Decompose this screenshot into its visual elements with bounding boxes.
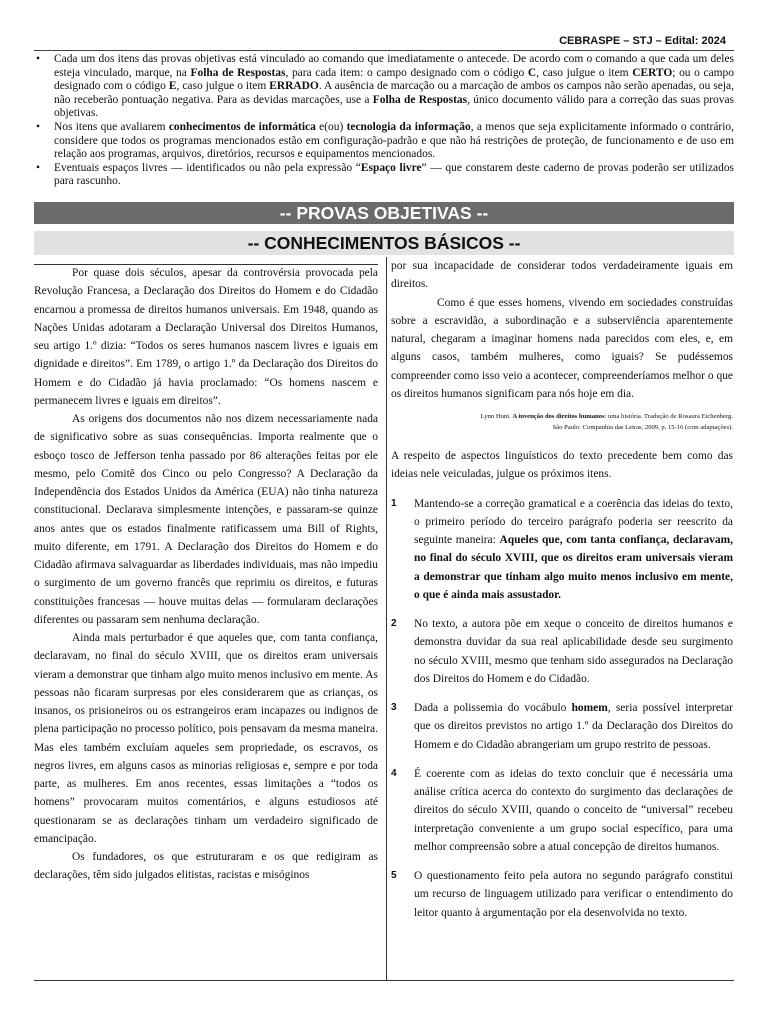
passage-paragraph: Ainda mais perturbador é que aqueles que, com tanta confiança, declaravam, no final do século XVIII, que os direitos eram universais vieram a demonstrar que tinham algo muito menos inclusivo em mente. As pessoas não ficaram surpresas por eles considerarem que as crianças, os insanos, os prisioneiros ou os estrangeiros eram incapazes ou indignos de plena participação no processo político, pois pensavam da mesma maneira. Mas eles também excluíam aqueles sem propriedade, os escravos, os negros livres, em alguns casos as minorias religiosas e, sempre e por toda parte, as mulheres. Em anos recentes, essas limitações a “todos os homens” provocaram muitos comentários, e alguns estudiosos até questionaram se as declarações tinham um verdadeiro significado de emancipação. bbox=[34, 632, 378, 845]
question-item bbox=[391, 867, 733, 922]
passage-left-column bbox=[34, 264, 378, 885]
passage-paragraph: As origens dos documentos não nos dizem necessariamente nada de significativo sobre as suas consequências. Importa realmente que o esboço tosco de Jefferson tenha passado por 86 alterações feitas por ele mesmo, pelo Comitê dos Cinco ou pelo Congresso? A Declaração da Independência dos Estados Unidos da América (EUA) não tinha natureza constitucional. Declarava simplesmente intenções, e passaram-se quinze anos antes que os estados finalmente ratificassem uma Bill of Rights, muito diferente, em 1791. A Declaração dos Direitos do Homem e do Cidadão afirmava salvaguardar as liberdades individuais, mas não impediu o surgimento de um governo francês que reprimiu os direitos, e futuras constituições francesas — houve muitas delas — formularam declarações diferentes ou passaram sem nenhuma declaração. bbox=[34, 413, 378, 626]
instructions-list bbox=[34, 53, 734, 189]
right-column bbox=[391, 257, 733, 922]
item-text: É coerente com as ideias do texto concluir que é necessária uma análise crítica acerca do contexto do surgimento das declarações de direitos do século XVIII, quando o conceito de “universal” recebeu interpretação conveniente a um grupo social específico, para uma melhor compreensão sobre a atual concepção de direitos humanos. bbox=[414, 767, 733, 853]
item-number: 5 bbox=[391, 870, 397, 881]
instruction-item bbox=[34, 162, 734, 189]
item-text: Mantendo-se a correção gramatical e a coerência das ideias do texto, o primeiro período do terceiro parágrafo poderia ser reescrito da seguinte maneira: Aqueles que, com tanta confiança, declaravam, no final do século XVIII, que os direitos eram universais vieram a demonstrar que tinham algo muito menos inclusivo em mente, o que é ainda mais assustador. bbox=[414, 497, 733, 601]
question-item bbox=[391, 615, 733, 688]
item-number: 3 bbox=[391, 702, 397, 713]
question-item bbox=[391, 765, 733, 856]
item-number: 4 bbox=[391, 767, 397, 779]
section-band-basicos: -- CONHECIMENTOS BÁSICOS -- bbox=[34, 231, 734, 255]
instruction-item bbox=[34, 53, 734, 121]
column-divider bbox=[386, 257, 387, 980]
item-text: Dada a polissemia do vocábulo homem, seria possível interpretar que os direitos previstos no artigo 1.º da Declaração dos Direitos do Homem e do Cidadão abrangeriam um grupo restrito de pessoas. bbox=[414, 702, 733, 751]
instruction-text: Nos itens que avaliarem conhecimentos de informática e(ou) tecnologia da informação, a menos que seja explicitamente informado o contrário, considere que todos os programas mencionados estão em configuração-padrão e que não há restrições de proteção, de funcionamento e de uso em relação aos programas, arquivos, diretórios, recursos e equipamentos mencionados. bbox=[54, 120, 734, 161]
item-number: 2 bbox=[391, 618, 397, 629]
passage-paragraph: Por quase dois séculos, apesar da controvérsia provocada pela Revolução Francesa, a Declaração dos Direitos do Homem e do Cidadão encarnou a promessa de direitos humanos universais. Em 1948, quando as Nações Unidas adotaram a Declaração Universal dos Direitos Humanos, seu artigo 1.º dizia: “Todos os seres humanos nascem livres e iguais em dignidade e direitos”. Em 1789, o artigo 1.º da Declaração dos Direitos do Homem e do Cidadão já havia proclamado: “Os homens nascem e permanecem livres e iguais em direitos”. bbox=[34, 267, 378, 407]
source-citation bbox=[391, 412, 733, 433]
citation-line: São Paulo: Companhia das Letras, 2009, p. 15-16 (com adaptações). bbox=[552, 423, 733, 431]
passage-continuation bbox=[391, 257, 733, 403]
header-rule bbox=[34, 50, 734, 51]
instruction-item bbox=[34, 121, 734, 162]
item-text: No texto, a autora põe em xeque o conceito de direitos humanos e demonstra duvidar da sua real aplicabilidade desde seu surgimento no século XVIII, mesmo que tenham sido assegurados na Declaração dos Direitos do Homem e do Cidadão. bbox=[414, 618, 733, 685]
citation-line: Lynn Hunt. A invenção dos direitos humanos: uma história. Tradução de Rosaura Eichenberg. bbox=[480, 413, 733, 420]
question-item bbox=[391, 699, 733, 754]
bullet-icon: • bbox=[36, 120, 41, 133]
question-intro: A respeito de aspectos linguísticos do texto precedente bem como das ideias nele veiculadas, julgue os próximos itens. bbox=[391, 450, 733, 481]
page-bottom-rule bbox=[34, 980, 734, 981]
instruction-text: Cada um dos itens das provas objetivas está vinculado ao comando que imediatamente o antecede. De acordo com o comando a que cada um deles esteja vinculado, marque, na Folha de Respostas, para cada item: o campo designado com o código C, caso julgue o item CERTO; ou o campo designado com o código E, caso julgue o item ERRADO. A ausência de marcação ou a marcação de ambos os campos não serão apenadas, ou seja, não receberão pontuação negativa. Para as devidas marcações, use a Folha de Respostas, único documento válido para a correção das suas provas objetivas. bbox=[54, 53, 735, 120]
bullet-icon: • bbox=[36, 161, 41, 174]
item-text: O questionamento feito pela autora no segundo parágrafo constitui um recurso de linguagem utilizado para verificar o entendimento do leitor quanto à argumentação por ela desenvolvida no texto. bbox=[414, 870, 733, 919]
passage-paragraph: Como é que esses homens, vivendo em sociedades construídas sobre a escravidão, a subordinação e a subserviência aparentemente natural, chegaram a imaginar homens nada parecidos com eles, e, em alguns casos, também mulheres, como iguais? Se pudéssemos compreender como isso veio a acontecer, compreenderíamos melhor o que os direitos humanos significam para nós hoje em dia. bbox=[391, 296, 733, 400]
bullet-icon: • bbox=[36, 53, 41, 65]
section-band-provas: -- PROVAS OBJETIVAS -- bbox=[34, 202, 734, 224]
passage-paragraph: Os fundadores, os que estruturaram e os que redigiram as declarações, têm sido julgados elitistas, racistas e misóginos bbox=[34, 851, 378, 882]
item-number: 1 bbox=[391, 497, 397, 509]
page-header: CEBRASPE – STJ – Edital: 2024 bbox=[559, 35, 726, 47]
question-item bbox=[391, 495, 733, 605]
passage-paragraph: por sua incapacidade de considerar todos verdadeiramente iguais em direitos. bbox=[391, 260, 733, 291]
instruction-text: Eventuais espaços livres — identificados ou não pela expressão “Espaço livre” — que constarem deste caderno de provas poderão ser utilizados para rascunho. bbox=[54, 161, 734, 188]
